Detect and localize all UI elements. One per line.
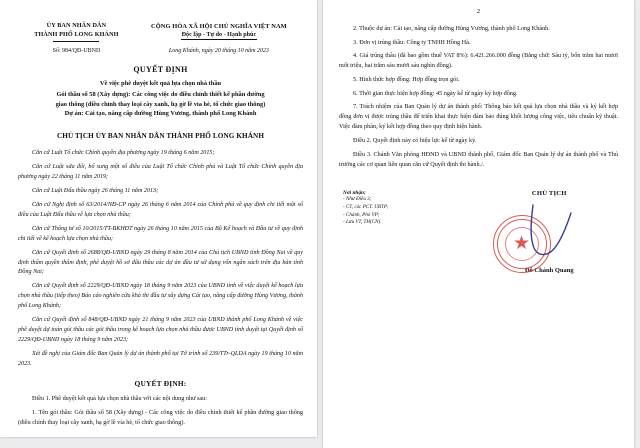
national-title: CỘNG HÒA XÃ HỘI CHỦ NGHĨA VIỆT NAM (151, 23, 287, 30)
deciding-authority-heading: CHỦ TỊCH ỦY BAN NHÂN DÂN THÀNH PHỐ LONG KHÁNH (56, 131, 265, 140)
page-number: 2 (476, 8, 481, 15)
article-3: Điều 3. Chánh Văn phòng HĐND và UBND thành phố, Giám đốc Ban Quản lý dự án thành phố và Thủ trưởng các cơ quan liên quan căn cứ Quyết định thi hành./. (339, 150, 618, 168)
issuing-authority-line-2: THÀNH PHỐ LONG KHÁNH (34, 30, 119, 38)
motto-underline (181, 39, 257, 40)
article-1-item-6: 6. Thời gian thực hiện hợp đồng: 45 ngày kể từ ngày ký hợp đồng. (353, 89, 518, 97)
recipients-title: Nơi nhận: (343, 189, 366, 196)
national-heading-block (135, 22, 303, 40)
document-subject-line-1: Về việc phê duyệt kết quả lựa chọn nhà thầu (99, 80, 222, 88)
legal-basis-item: Căn cứ Thông tư số 10/2015/TT-BKHĐT ngày 26 tháng 10 năm 2015 của Bộ Kế hoạch và Đầu tư về quy định chi tiết về kế hoạch lựa chọn nhà thầu; (18, 225, 303, 242)
document-subject-line-4: Dự án: Cải tạo, nâng cấp đường Hùng Vương, thành phố Long Khánh (64, 110, 257, 118)
document-page-1 (0, 0, 317, 437)
star-emblem-icon: ★ (512, 232, 531, 254)
signer-name: Đỗ Chánh Quang (524, 266, 574, 274)
legal-basis-list (18, 149, 303, 370)
document-subject-line-3: giao thông (điều chỉnh thay loại cây xanh, hạ gờ lề vỉa hè, tổ chức giao thông) (55, 100, 266, 108)
article-1-item-7: 7. Trách nhiệm của Ban Quản lý dự án thành phố: Thông báo kết quả lựa chọn nhà thầu và ký kết hợp đồng đơn vị được trúng thầu để triển khai thực hiện đảm bảo đúng khối lượng công việc, tiêu chuẩn kỹ thuật. Việc đàm phán, ký kết hợp đồng theo quy định hiện hành. (339, 103, 618, 131)
recipient-item: - Lưu VT, TH(CN). (343, 219, 382, 226)
legal-basis-item: Căn cứ Luật Tổ chức Chính quyền địa phương ngày 19 tháng 6 năm 2015; (32, 149, 215, 156)
article-1-item-5: 5. Hình thức hợp đồng: Hợp đồng trọn gói. (353, 75, 460, 83)
legal-basis-item: Căn cứ Nghị định số 63/2014/NĐ-CP ngày 26 tháng 6 năm 2014 của Chính phủ về quy định chi tiết một số điều của Luật Đấu thầu về lựa chọn nhà thầu; (18, 201, 303, 218)
article-1-item-3: 3. Đơn vị trúng thầu: Công ty TNHH Hồng Hà. (353, 38, 471, 46)
national-motto: Độc lập - Tự do - Hạnh phúc (181, 31, 257, 38)
recipient-item: - Chánh, Phó VP; (343, 211, 380, 218)
article-1-lead: Điều 1. Phê duyệt kết quả lựa chọn nhà thầu với các nội dung như sau: (32, 394, 207, 402)
legal-basis-item: Căn cứ Quyết định số 2229/QĐ-UBND ngày 18 tháng 9 năm 2023 của UBND tỉnh về việc duyệt kế hoạch lựa chọn nhà thầu (tiếp theo) Báo cáo nghiên cứu khả thi đầu tư xây dựng Cải tạo, nâng cấp đường Hùng Vương, thành phố Long Khánh; (18, 283, 303, 310)
recipient-item: - Như Điều 3; (343, 196, 372, 203)
article-1-item-2: 2. Thuộc dự án: Cải tạo, nâng cấp đường Hùng Vương, thành phố Long Khánh. (353, 25, 550, 32)
issuing-authority-line-1: ỦY BAN NHÂN DÂN (46, 22, 107, 29)
legal-basis-item: Căn cứ Quyết định số 848/QĐ-UBND ngày 21 tháng 9 năm 2023 của UBND thành phố Long Khánh về việc phê duyệt dự toán gói thầu các gói thầu trong kế hoạch lựa chọn nhà thầu được UBND tỉnh duyệt tại Quyết định số 2229/QĐ-UBND ngày 18 tháng 9 năm 2023; (18, 317, 303, 343)
legal-basis-item: Căn cứ Luật Đấu thầu ngày 26 tháng 11 năm 2013; (32, 187, 159, 194)
document-type-title: QUYẾT ĐỊNH (133, 65, 188, 75)
recipient-item: - CT, các PCT. UBTP; (343, 203, 389, 210)
signature-block (481, 190, 619, 274)
legal-basis-item: Căn cứ Luật sửa đổi, bổ sung một số điều của Luật Tổ chức Chính phủ và Luật Tổ chức Chính quyền địa phương ngày 22 tháng 11 năm 2019; (18, 163, 303, 180)
place-and-date: Long Khánh, ngày 20 tháng 10 năm 2023 (168, 48, 269, 55)
document-meta-row (18, 48, 303, 54)
legal-basis-item: Căn cứ Quyết định số 2688/QĐ-UBND ngày 29 tháng 8 năm 2014 của Chủ tịch UBND tỉnh Đồng Nai về quy định thẩm quyền thẩm định, phê duyệt hồ sơ đấu thầu các dự án đầu tư sử dụng vốn ngân sách trên địa bàn tỉnh Đồng Nai; (18, 249, 303, 276)
article-1-item-4: 4. Giá trúng thầu (đã bao gồm thuế VAT 8%): 6.421.266.000 đồng (Bằng chữ: Sáu tỷ, bốn trăm hai mươi mốt triệu, hai trăm sáu mươi sáu nghìn đồng). (339, 52, 618, 70)
legal-basis-proposal: Xét đề nghị của Giám đốc Ban Quản lý dự án thành phố tại Tờ trình số 239/TTr-QLDA ngày 19 tháng 10 năm 2023. (18, 351, 303, 367)
article-2: Điều 2. Quyết định này có hiệu lực kể từ ngày ký. (353, 136, 477, 144)
document-header (18, 22, 303, 42)
signature-area (481, 197, 619, 267)
document-footer (339, 190, 618, 274)
article-1-item-1: 1. Tên gói thầu: Gói thầu số 58 (Xây dựng) - Các công việc do điều chỉnh thiết kế phần đường giao thông (điều chỉnh thay loại cây xanh, hạ gờ lề vỉa hè, tổ chức giao thông). (18, 408, 303, 427)
recipients-block (339, 190, 481, 274)
authority-underline (53, 41, 99, 42)
signer-title: CHỦ TỊCH (531, 189, 567, 197)
document-subject-line-2: Gói thầu số 58 (Xây dựng): Các công việc do điều chỉnh thiết kế phần đường (56, 91, 265, 99)
official-seal-icon (493, 215, 551, 273)
decide-label: QUYẾT ĐỊNH: (134, 378, 187, 388)
recipients-list (343, 196, 481, 227)
document-page-2 (323, 0, 634, 448)
document-number: Số: 984/QĐ-UBND (52, 48, 101, 55)
issuing-authority-block (18, 22, 135, 42)
